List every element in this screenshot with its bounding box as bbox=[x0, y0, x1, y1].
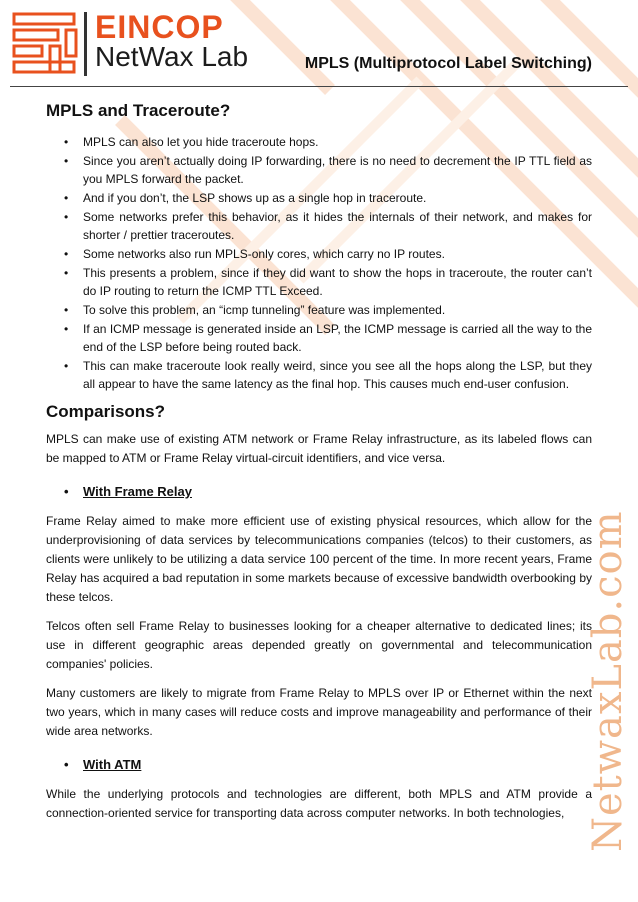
document-title: MPLS (Multiprotocol Label Switching) bbox=[304, 55, 592, 72]
frame-relay-paragraph: Frame Relay aimed to make more efficient use of existing physical resources, which allow for the underprovisioning of data services by telecommunications companies (telcos) to their customers, as clients were unlikely to be utilizing a data service 100 percent of the time. In more recent years, Frame Relay has acquired a bad reputation in some markets because of excessive bandwidth overbooking by these telcos. bbox=[46, 514, 592, 604]
list-item: • MPLS can also let you hide traceroute hops. bbox=[46, 133, 592, 151]
list-item: • And if you don’t, the LSP shows up as a single hop in traceroute. bbox=[46, 189, 592, 207]
logo-icon bbox=[12, 10, 92, 78]
frame-relay-paragraph: Many customers are likely to migrate from Frame Relay to MPLS over IP or Ethernet within the next two years, which in many cases will reduce costs and improve manageability and performance of their wide area networks. bbox=[46, 686, 592, 738]
header-divider bbox=[10, 86, 628, 87]
list-item: • Since you aren’t actually doing IP forwarding, there is no need to decrement the IP TTL field as you MPLS forward the packet. bbox=[46, 152, 592, 188]
logo-wordmark-top: EINCOP bbox=[95, 9, 224, 45]
list-item: • To solve this problem, an “icmp tunneling” feature was implemented. bbox=[46, 301, 592, 319]
traceroute-bullet-list bbox=[46, 133, 592, 393]
heading-comparisons: Comparisons? bbox=[46, 402, 166, 421]
page-header bbox=[0, 0, 638, 90]
subheading-atm: • With ATM bbox=[46, 755, 592, 775]
list-item: • This can make traceroute look really weird, since you see all the hops along the LSP, but they all appear to have the same latency as the final hop. This causes much end-user confusion. bbox=[46, 357, 592, 393]
list-item: • If an ICMP message is generated inside an LSP, the ICMP message is carried all the way to the end of the LSP before being routed back. bbox=[46, 320, 592, 356]
subheading-frame-relay: • With Frame Relay bbox=[46, 482, 592, 502]
comparisons-intro: MPLS can make use of existing ATM network or Frame Relay infrastructure, as its labeled flows can be mapped to ATM or Frame Relay virtual-circuit identifiers, and vice versa. bbox=[46, 432, 592, 465]
heading-traceroute: MPLS and Traceroute? bbox=[46, 101, 231, 120]
frame-relay-paragraph: Telcos often sell Frame Relay to businesses looking for a cheaper alternative to dedicated lines; its use in different geographic areas depended greatly on governmental and telecommunication companies' policies. bbox=[46, 619, 592, 671]
list-item: • This presents a problem, since if they did want to show the hops in traceroute, the router can’t do IP routing to return the ICMP TTL Exceed. bbox=[46, 264, 592, 300]
list-item: • Some networks also run MPLS-only cores, which carry no IP routes. bbox=[46, 245, 592, 263]
main-content bbox=[46, 95, 592, 833]
list-item: • Some networks prefer this behavior, as it hides the internals of their network, and makes for shorter / prettier traceroutes. bbox=[46, 208, 592, 244]
logo-wordmark-bottom: NetWax Lab bbox=[95, 41, 249, 72]
atm-paragraph: While the underlying protocols and technologies are different, both MPLS and ATM provide a connection-oriented service for transporting data across computer networks. In both technologies, bbox=[46, 787, 592, 820]
watermark-text: NetwaxLab.com bbox=[585, 510, 631, 852]
